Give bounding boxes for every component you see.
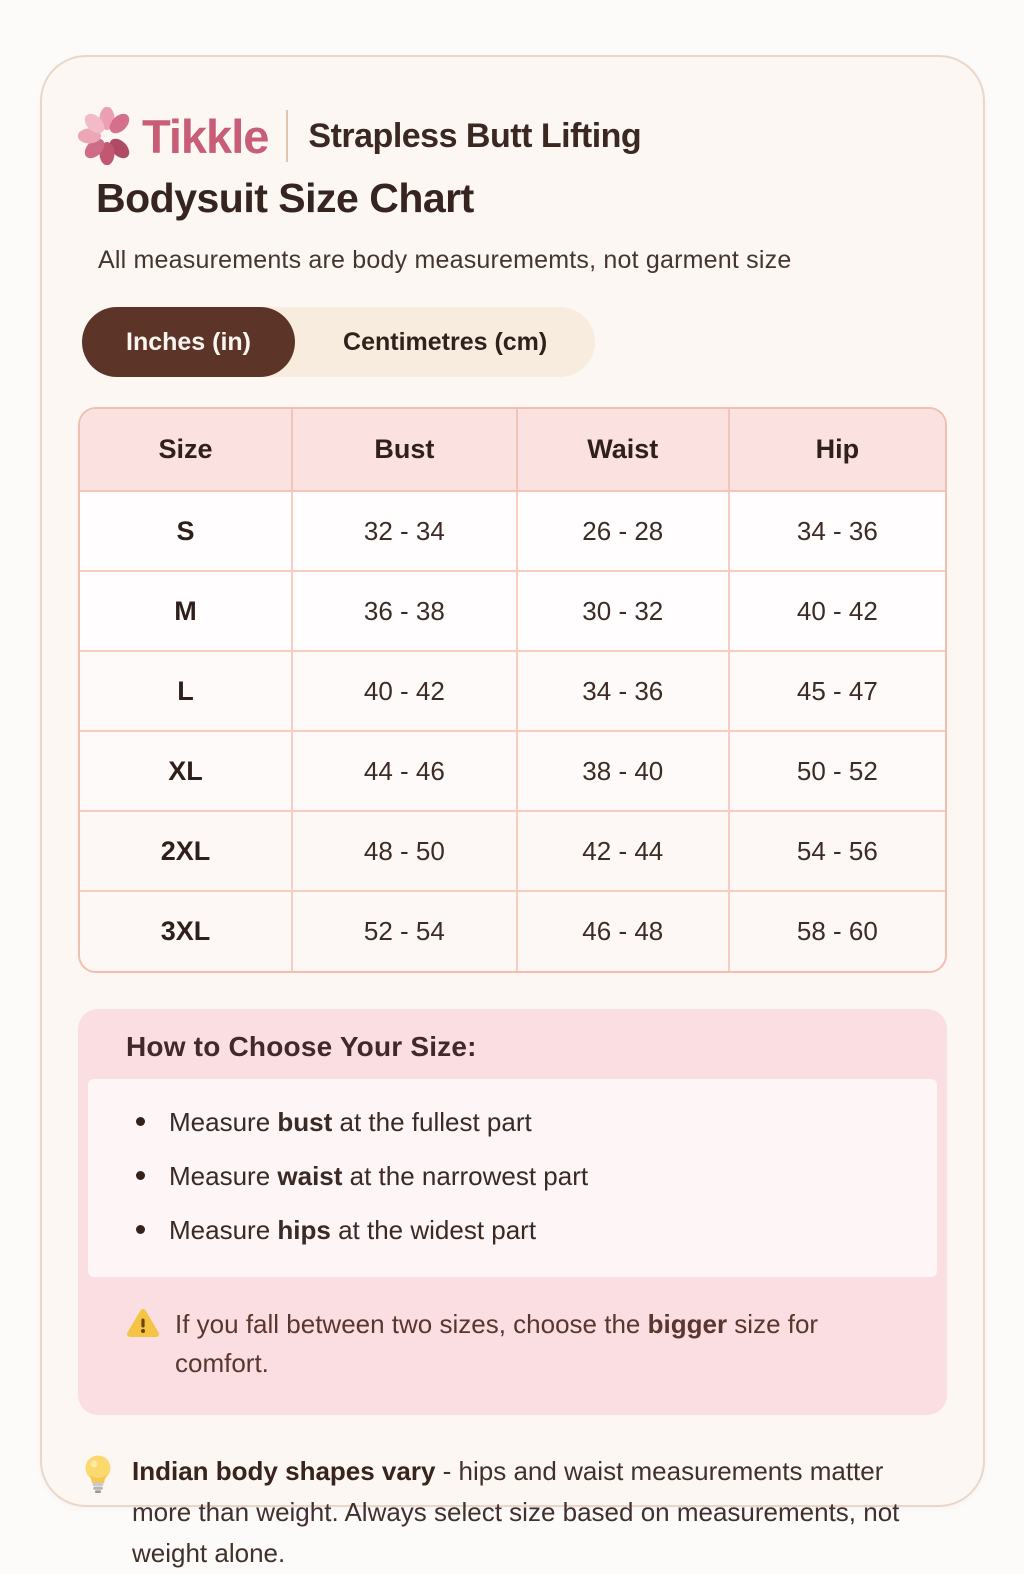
hip-cell: 58 - 60 <box>729 891 945 971</box>
brand-name: Tikkle <box>142 109 269 163</box>
warning-text: If you fall between two sizes, choose the bigger size for comfort. <box>175 1309 819 1378</box>
list-item: Measure hips at the widest part <box>136 1215 889 1246</box>
table-row <box>80 731 945 811</box>
how-to-heading: How to Choose Your Size: <box>126 1031 477 1062</box>
toggle-centimetres-button[interactable]: Centimetres (cm) <box>343 327 548 356</box>
hip-cell: 34 - 36 <box>729 491 945 571</box>
column-header-size: Size <box>80 409 292 491</box>
bust-cell: 32 - 34 <box>292 491 517 571</box>
column-header-bust: Bust <box>292 409 517 491</box>
warning-icon <box>126 1308 160 1340</box>
table-row <box>80 571 945 651</box>
bust-cell: 40 - 42 <box>292 651 517 731</box>
bust-cell: 48 - 50 <box>292 811 517 891</box>
list-item: Measure bust at the fullest part <box>136 1107 889 1138</box>
column-header-waist: Waist <box>517 409 729 491</box>
waist-cell: 42 - 44 <box>517 811 729 891</box>
list-item: Measure waist at the narrowest part <box>136 1161 889 1192</box>
size-cell: S <box>80 491 292 571</box>
how-to-bullets <box>88 1079 937 1277</box>
waist-cell: 38 - 40 <box>517 731 729 811</box>
size-cell: XL <box>80 731 292 811</box>
bust-cell: 52 - 54 <box>292 891 517 971</box>
bullet-icon <box>136 1117 145 1126</box>
hip-cell: 54 - 56 <box>729 811 945 891</box>
page-title-line2: Bodysuit Size Chart <box>96 175 474 221</box>
header-divider <box>286 110 288 162</box>
table-row <box>80 891 945 971</box>
tip-text: Indian body shapes vary - hips and waist measurements matter more than weight. Always select size based on measurements, not weight alone. <box>132 1456 900 1569</box>
bullet-icon <box>136 1171 145 1180</box>
header <box>78 107 947 165</box>
unit-toggle <box>82 307 595 377</box>
how-to-choose-section <box>78 1009 947 1415</box>
between-sizes-warning <box>78 1277 947 1415</box>
size-cell: M <box>80 571 292 651</box>
column-header-hip: Hip <box>729 409 945 491</box>
bust-cell: 44 - 46 <box>292 731 517 811</box>
page-title-line1: Strapless Butt Lifting <box>308 116 642 155</box>
size-table <box>78 407 947 973</box>
flower-icon <box>78 107 136 165</box>
waist-cell: 26 - 28 <box>517 491 729 571</box>
size-cell: 2XL <box>80 811 292 891</box>
bust-cell: 36 - 38 <box>292 571 517 651</box>
waist-cell: 30 - 32 <box>517 571 729 651</box>
table-row <box>80 811 945 891</box>
size-chart-card <box>40 55 985 1569</box>
table-header-row <box>80 409 945 491</box>
size-cell: 3XL <box>80 891 292 971</box>
subtitle: All measurements are body measurememts, not garment size <box>98 246 792 274</box>
hip-cell: 50 - 52 <box>729 731 945 811</box>
toggle-inches-button[interactable]: Inches (in) <box>82 307 295 377</box>
body-shape-tip <box>80 1451 947 1574</box>
size-cell: L <box>80 651 292 731</box>
table-row <box>80 651 945 731</box>
hip-cell: 45 - 47 <box>729 651 945 731</box>
waist-cell: 46 - 48 <box>517 891 729 971</box>
hip-cell: 40 - 42 <box>729 571 945 651</box>
lightbulb-icon <box>80 1453 116 1497</box>
table-row <box>80 491 945 571</box>
bullet-icon <box>136 1225 145 1234</box>
waist-cell: 34 - 36 <box>517 651 729 731</box>
